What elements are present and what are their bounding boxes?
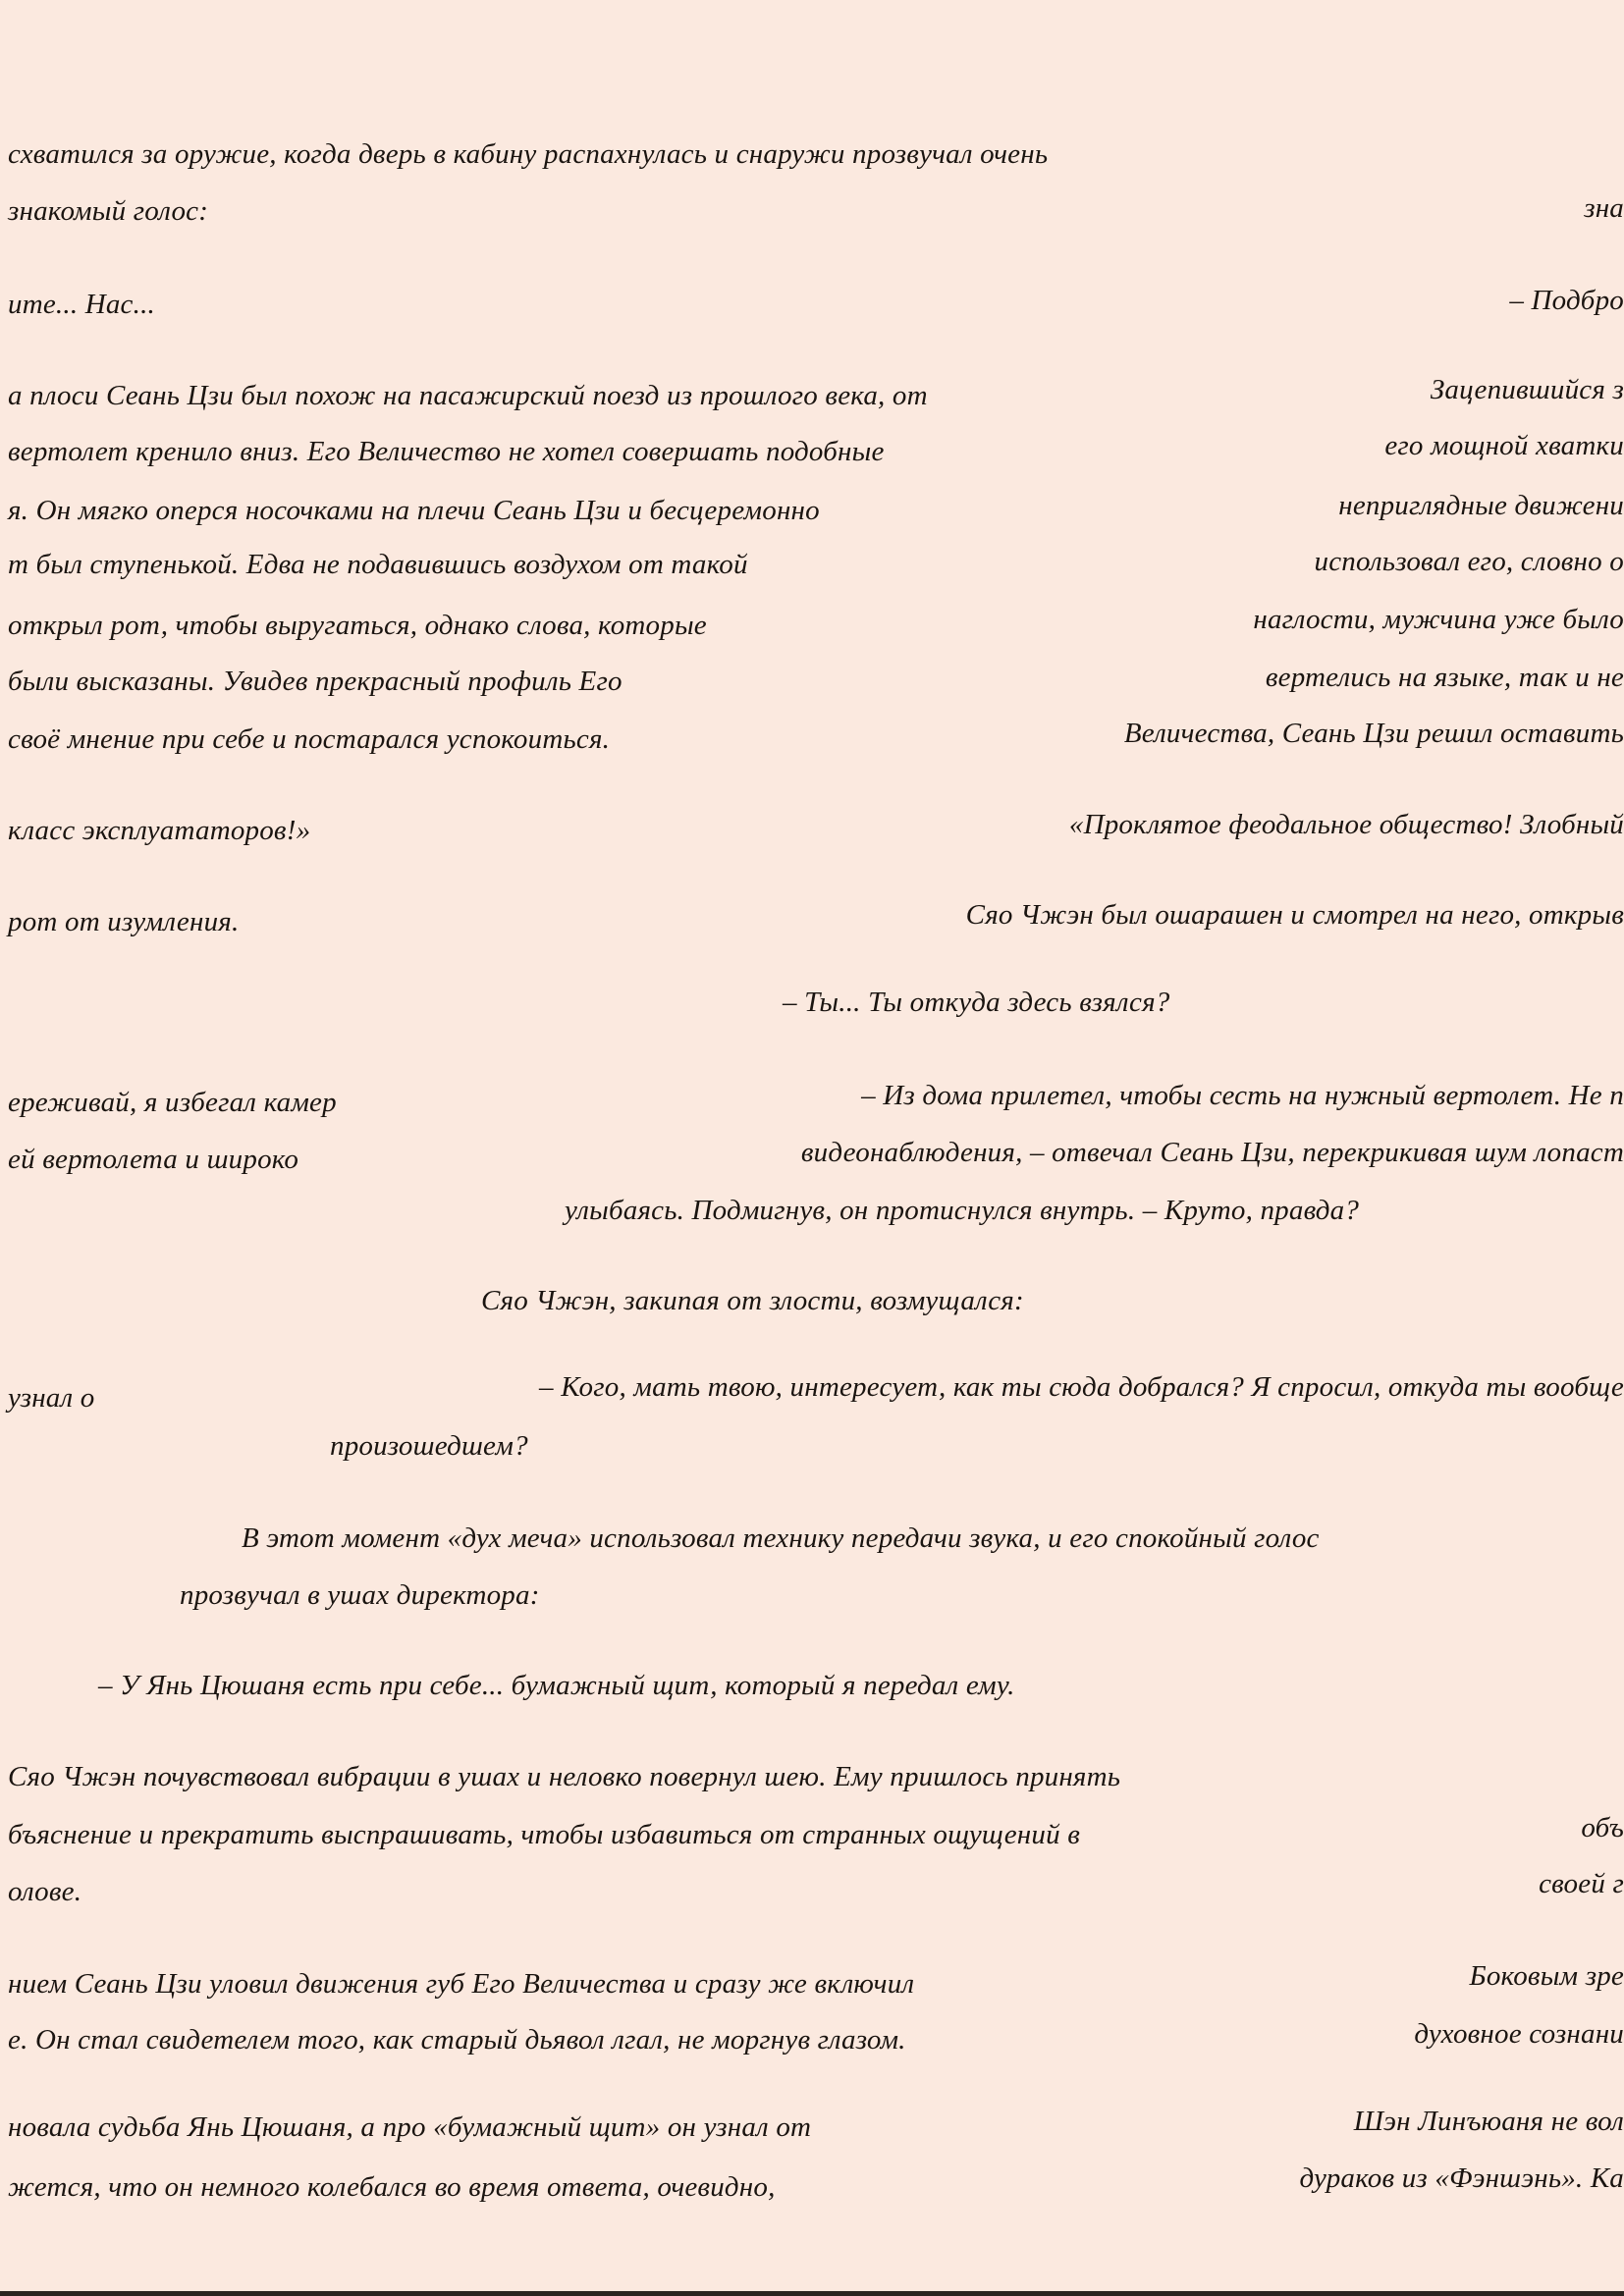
- text-line: видеонаблюдения, – отвечал Сеань Цзи, перекрикивая шум лопаст: [800, 1137, 1624, 1168]
- text-line: е. Он стал свидетелем того, как старый дьявол лгал, не моргнув глазом.: [8, 2024, 906, 2056]
- text-line: т был ступенькой. Едва не подавившись воздухом от такой: [8, 549, 748, 580]
- text-line: узнал о: [8, 1382, 95, 1414]
- text-line: «Проклятое феодальное общество! Злобный: [1068, 809, 1624, 840]
- text-line: ереживай, я избегал камер: [8, 1087, 337, 1118]
- text-line: – Кого, мать твою, интересует, как ты сюда добрался? Я спросил, откуда ты вообще: [539, 1371, 1624, 1403]
- text-line: зна: [1584, 192, 1624, 224]
- text-line: олове.: [8, 1876, 82, 1907]
- text-line: – Из дома прилетел, чтобы сесть на нужный вертолет. Не п: [861, 1080, 1624, 1111]
- page-bottom-divider: [0, 2291, 1624, 2296]
- text-line: Сяо Чжэн был ошарашен и смотрел на него, открыв: [965, 899, 1624, 931]
- text-line: Сяо Чжэн, закипая от злости, возмущался:: [481, 1285, 1024, 1316]
- text-line: Сяо Чжэн почувствовал вибрации в ушах и неловко повернул шею. Ему пришлось принять: [8, 1761, 1121, 1792]
- text-line: бъяснение и прекратить выспрашивать, чтобы избавиться от странных ощущений в: [8, 1819, 1081, 1850]
- text-line: Зацепившийся з: [1430, 374, 1624, 405]
- text-line: Величества, Сеань Цзи решил оставить: [1123, 718, 1624, 749]
- text-line: вертелись на языке, так и не: [1265, 662, 1624, 693]
- text-line: вертолет кренило вниз. Его Величество не хотел совершать подобные: [8, 436, 885, 467]
- text-line: своей г: [1539, 1868, 1624, 1899]
- text-line: а плоси Сеань Цзи был похож на пасажирский поезд из прошлого века, от: [8, 380, 928, 411]
- text-line: дураков из «Фэншэнь». Ка: [1299, 2163, 1624, 2194]
- text-line: Шэн Линъюаня не вол: [1353, 2106, 1624, 2137]
- text-line: новала судьба Янь Цюшаня, а про «бумажный щит» он узнал от: [8, 2111, 812, 2143]
- text-line: произошедшем?: [330, 1430, 528, 1462]
- text-line: класс эксплуататоров!»: [8, 815, 311, 846]
- text-line: его мощной хватки: [1384, 430, 1624, 461]
- text-line: неприглядные движени: [1338, 490, 1624, 521]
- text-line: знакомый голос:: [8, 195, 209, 227]
- text-line: ите... Нас...: [8, 289, 155, 320]
- text-line: Боковым зре: [1469, 1960, 1624, 1992]
- text-line: – Ты... Ты откуда здесь взялся?: [783, 987, 1170, 1018]
- text-line: жется, что он немного колебался во время ответа, очевидно,: [8, 2171, 776, 2203]
- text-line: использовал его, словно о: [1314, 546, 1624, 577]
- text-line: я. Он мягко оперся носочками на плечи Сеань Цзи и бесцеремонно: [8, 495, 820, 526]
- text-line: объ: [1581, 1812, 1624, 1843]
- text-line: духовное сознани: [1414, 2018, 1624, 2050]
- text-line: улыбаясь. Подмигнув, он протиснулся внутрь. – Круто, правда?: [565, 1195, 1360, 1226]
- text-line: В этот момент «дух меча» использовал технику передачи звука, и его спокойный голос: [242, 1522, 1320, 1554]
- text-line: схватился за оружие, когда дверь в кабину распахнулась и снаружи прозвучал очень: [8, 138, 1049, 170]
- text-line: нием Сеань Цзи уловил движения губ Его Величества и сразу же включил: [8, 1968, 915, 2000]
- text-line: – У Янь Цюшаня есть при себе... бумажный щит, который я передал ему.: [98, 1670, 1015, 1701]
- text-line: открыл рот, чтобы выругаться, однако слова, которые: [8, 610, 707, 641]
- text-line: – Подбро: [1509, 285, 1624, 316]
- text-line: наглости, мужчина уже было: [1253, 604, 1624, 635]
- text-line: своё мнение при себе и постарался успокоиться.: [8, 723, 611, 755]
- text-line: ей вертолета и широко: [8, 1144, 299, 1175]
- text-line: прозвучал в ушах директора:: [180, 1579, 540, 1611]
- text-line: были высказаны. Увидев прекрасный профиль Его: [8, 666, 623, 697]
- text-line: рот от изумления.: [8, 906, 240, 937]
